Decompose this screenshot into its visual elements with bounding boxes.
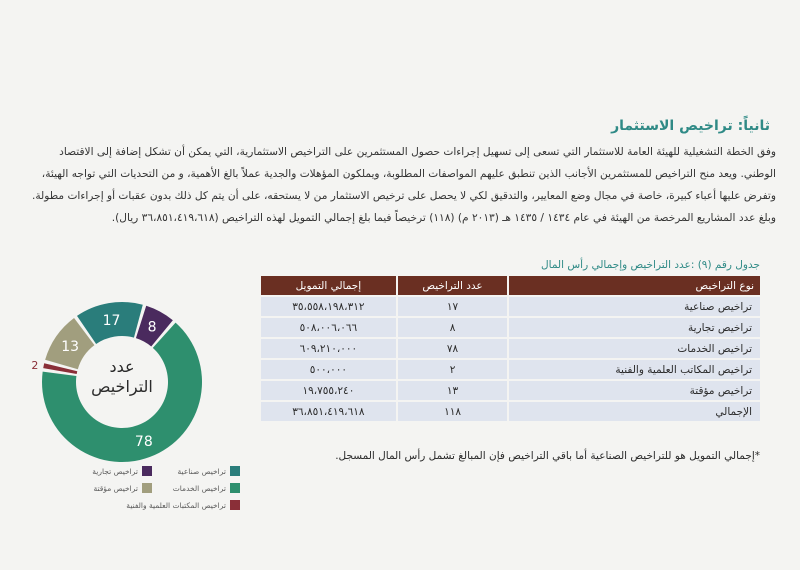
- cell-count: ١١٨: [398, 402, 507, 421]
- table-total-row: [261, 402, 760, 421]
- legend-item: [93, 483, 152, 493]
- chart-legend: [60, 462, 240, 522]
- cell-type: تراخيص تجارية: [509, 318, 760, 337]
- cell-count: ١٣: [398, 381, 507, 400]
- donut-slice-label: 78: [134, 434, 153, 451]
- cell-funding: ٥٠٠،٠٠٠: [261, 360, 396, 379]
- center-label-line-1: عدد: [109, 357, 135, 376]
- legend-swatch: [230, 466, 240, 476]
- legend-swatch: [142, 466, 152, 476]
- donut-slice-label: 8: [147, 319, 157, 336]
- donut-slice-label: 2: [31, 358, 39, 372]
- table-row: [261, 339, 760, 358]
- cell-type: تراخيص مؤقتة: [509, 381, 760, 400]
- legend-item: [126, 500, 240, 510]
- header-count: عدد التراخيص: [398, 276, 507, 295]
- table-caption: جدول رقم (٩) :عدد التراخيص وإجمالي رأس المال: [540, 259, 760, 271]
- cell-count: ١٧: [398, 297, 507, 316]
- licenses-table: [259, 274, 762, 423]
- cell-funding: ٥٠٨،٠٠٦،٠٦٦: [261, 318, 396, 337]
- paragraph-1: وفق الخطة التشغيلية للهيئة العامة للاستثمار التي تسعى إلى تسهيل إجراءات حصول المستثمرين على التراخيص الاستثمارية، التي يمكن أن تشكل إضافة إلى الاقتصاد الوطني. ويعد منح التراخيص للمستثمرين الأجانب الذين تنطبق عليهم المواصفات المطلوبة، ويملكون المؤهلات والجدية عملاً بالغ الأهمية، و من التحديات التي تواجه الهيئة، وتفرض عليها أعباء كبيرة، خاصة في مجال وضع المعايير، والتدقيق لكي لا يحصل على ترخيص الاستثمار من لا يستحقه، على أن يتم كل ذلك بدون عقبات أو إجراءات مطولة.: [31, 146, 776, 202]
- legend-label: تراخيص المكتبات العلمية والفنية: [126, 500, 226, 510]
- header-type: نوع التراخيص: [509, 276, 760, 295]
- cell-funding: ٣٦،٨٥١،٤١٩،٦١٨: [261, 402, 396, 421]
- legend-swatch: [230, 483, 240, 493]
- section-title: ثانياً: تراخيص الاستثمار: [611, 118, 770, 134]
- table-row: [261, 318, 760, 337]
- table-row: [261, 297, 760, 316]
- donut-slice-label: 17: [102, 312, 121, 329]
- legend-swatch: [142, 483, 152, 493]
- cell-type: تراخيص الخدمات: [509, 339, 760, 358]
- cell-type: تراخيص المكاتب العلمية والفنية: [509, 360, 760, 379]
- body-text: [24, 141, 776, 229]
- legend-label: تراخيص صناعية: [177, 466, 226, 476]
- legend-item: [178, 466, 240, 476]
- header-funding: إجمالي التمويل: [261, 276, 396, 295]
- cell-funding: ٣٥،٥٥٨،١٩٨،٣١٢: [261, 297, 396, 316]
- donut-svg: [25, 292, 225, 462]
- cell-type: تراخيص صناعية: [509, 297, 760, 316]
- legend-label: تراخيص الخدمات: [172, 483, 226, 493]
- legend-label: تراخيص تجارية: [92, 466, 138, 476]
- table-header-row: [261, 276, 760, 295]
- legend-item: [92, 466, 152, 476]
- cell-count: ٧٨: [398, 339, 507, 358]
- table-row: [261, 381, 760, 400]
- legend-swatch: [230, 500, 240, 510]
- donut-slice-label: 13: [61, 339, 80, 356]
- cell-type: الإجمالي: [509, 402, 760, 421]
- legend-item: [173, 483, 240, 493]
- center-label-line-2: التراخيص: [91, 377, 153, 396]
- table-row: [261, 360, 760, 379]
- cell-funding: ٦٠٩،٢١٠،٠٠٠: [261, 339, 396, 358]
- paragraph-2: وبلغ عدد المشاريع المرخصة من الهيئة في عام ١٤٣٤ / ١٤٣٥ هـ (٢٠١٣ م) (١١٨) ترخيصاً فيما بلغ إجمالي التمويل لهذه التراخيص (٣٦،٨٥١،٤١٩،٦١٨ ريال).: [111, 212, 776, 224]
- cell-count: ٢: [398, 360, 507, 379]
- legend-label: تراخيص مؤقتة: [93, 483, 138, 493]
- licenses-donut-chart: [25, 292, 225, 462]
- cell-funding: ١٩،٧٥٥،٢٤٠: [261, 381, 396, 400]
- footnote: *إجمالي التمويل هو للتراخيص الصناعية أما باقي التراخيص فإن المبالغ تشمل رأس المال المسجل.: [335, 450, 760, 462]
- cell-count: ٨: [398, 318, 507, 337]
